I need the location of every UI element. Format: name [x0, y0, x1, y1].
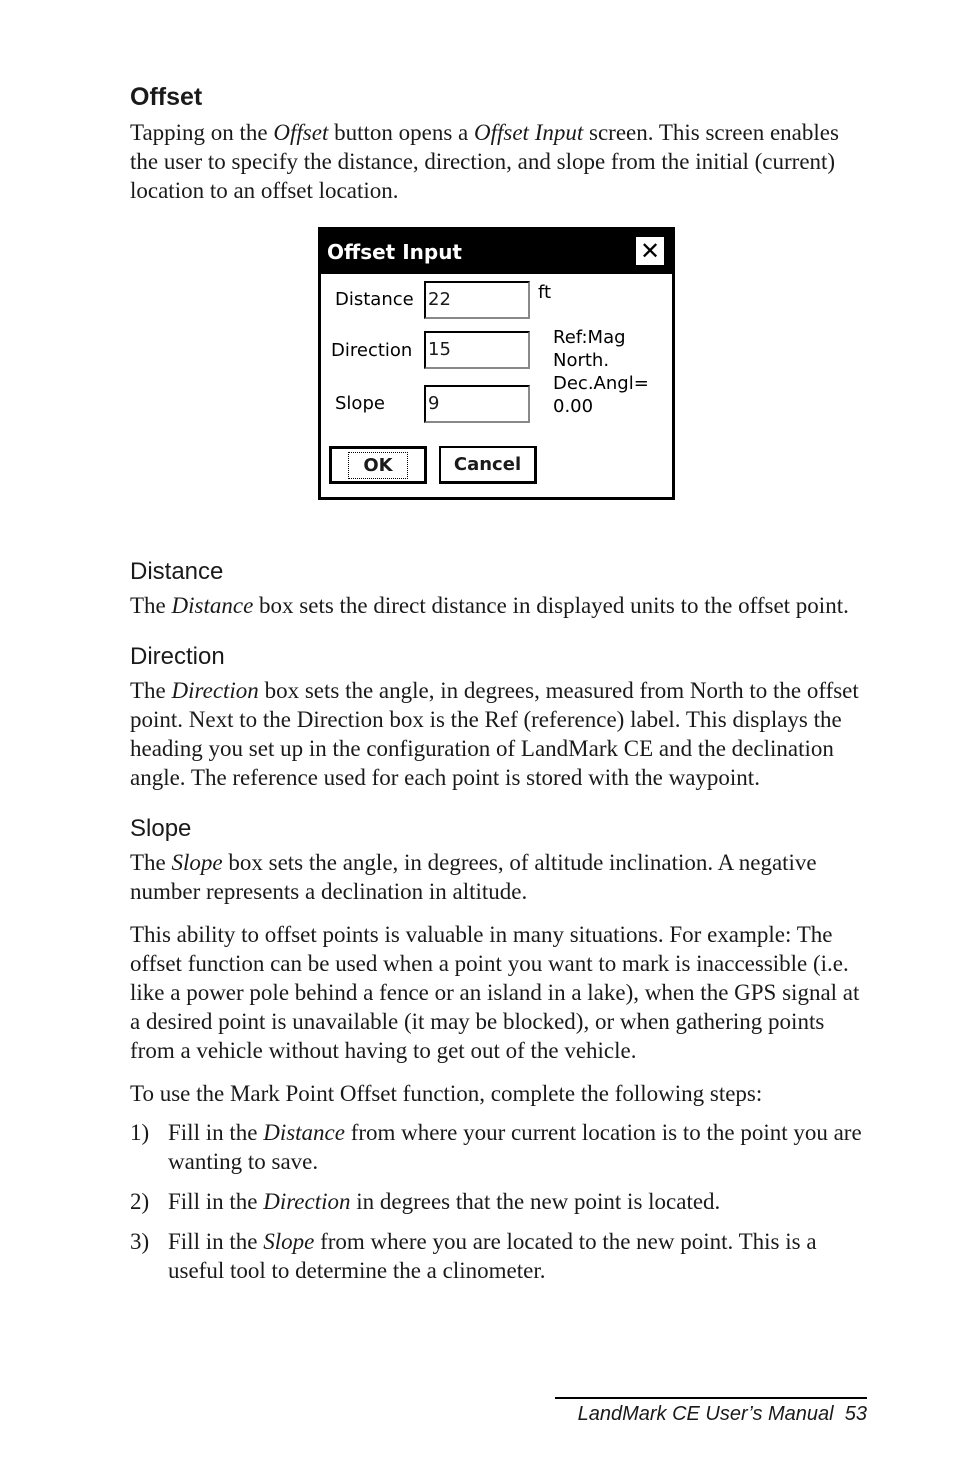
- dialog-titlebar: [321, 230, 672, 274]
- intro-paragraph: Tapping on the Offset button opens a Offset Input screen. This screen enables the user to specify the distance, direction, and slope from the initial (current) location to an offset location.: [130, 120, 839, 203]
- distance-paragraph: The Distance box sets the direct distance in displayed units to the offset point.: [130, 593, 849, 618]
- ability-paragraph: This ability to offset points is valuable in many situations. For example: The offset function can be used when a point you want to mark is inaccessible (i.e. like a power pole behind a fence or an island in a lake), when the GPS signal at a desired point is unavailable (it may be blocked), or when gathering points from a vehicle without having to get out of the vehicle.: [130, 922, 860, 1063]
- list-item: 1) Fill in the Distance from where your current location is to the point you are wanting to save.: [130, 1120, 862, 1174]
- slope-input[interactable]: 9: [424, 385, 530, 423]
- close-button[interactable]: [634, 235, 666, 267]
- page-number: 53: [844, 1403, 867, 1425]
- subheading-distance: Distance: [130, 558, 224, 585]
- list-item: 2) Fill in the Direction in degrees that the new point is located.: [130, 1189, 721, 1214]
- distance-unit: ft: [538, 282, 552, 303]
- section-heading-offset: Offset: [130, 83, 203, 111]
- direction-label: Direction: [331, 340, 413, 361]
- manual-title: LandMark CE User’s Manual: [577, 1403, 834, 1425]
- slope-paragraph: The Slope box sets the angle, in degrees, of altitude inclination. A negative number represents a declination in altitude.: [130, 850, 817, 904]
- page-content: [130, 82, 870, 1296]
- close-icon: ✕: [639, 237, 661, 265]
- subheading-direction: Direction: [130, 643, 225, 670]
- list-item: 3) Fill in the Slope from where you are located to the new point. This is a useful tool to determine the a clinometer.: [130, 1229, 817, 1283]
- dialog-figure: [130, 227, 870, 527]
- slope-label: Slope: [335, 393, 385, 414]
- dialog-title: Offset Input: [327, 240, 462, 264]
- distance-input[interactable]: 22: [424, 281, 530, 319]
- direction-input[interactable]: 15: [424, 331, 530, 369]
- cancel-button[interactable]: Cancel: [439, 446, 537, 484]
- ok-button[interactable]: OK: [329, 446, 427, 484]
- steps-list: [130, 1118, 870, 1285]
- page-footer: [555, 1397, 867, 1426]
- direction-paragraph: The Direction box sets the angle, in degrees, measured from North to the offset point. Next to the Direction box is the Ref (reference) label. This displays the heading you set up in the configuration of LandMark CE and the declination angle. The reference used for each point is stored with the waypoint.: [130, 678, 859, 790]
- reference-info: Ref:Mag North. Dec.Angl= 0.00: [553, 327, 649, 417]
- steps-intro: To use the Mark Point Offset function, complete the following steps:: [130, 1081, 763, 1106]
- distance-label: Distance: [335, 289, 414, 310]
- offset-input-dialog: [318, 227, 675, 500]
- subheading-slope: Slope: [130, 815, 192, 842]
